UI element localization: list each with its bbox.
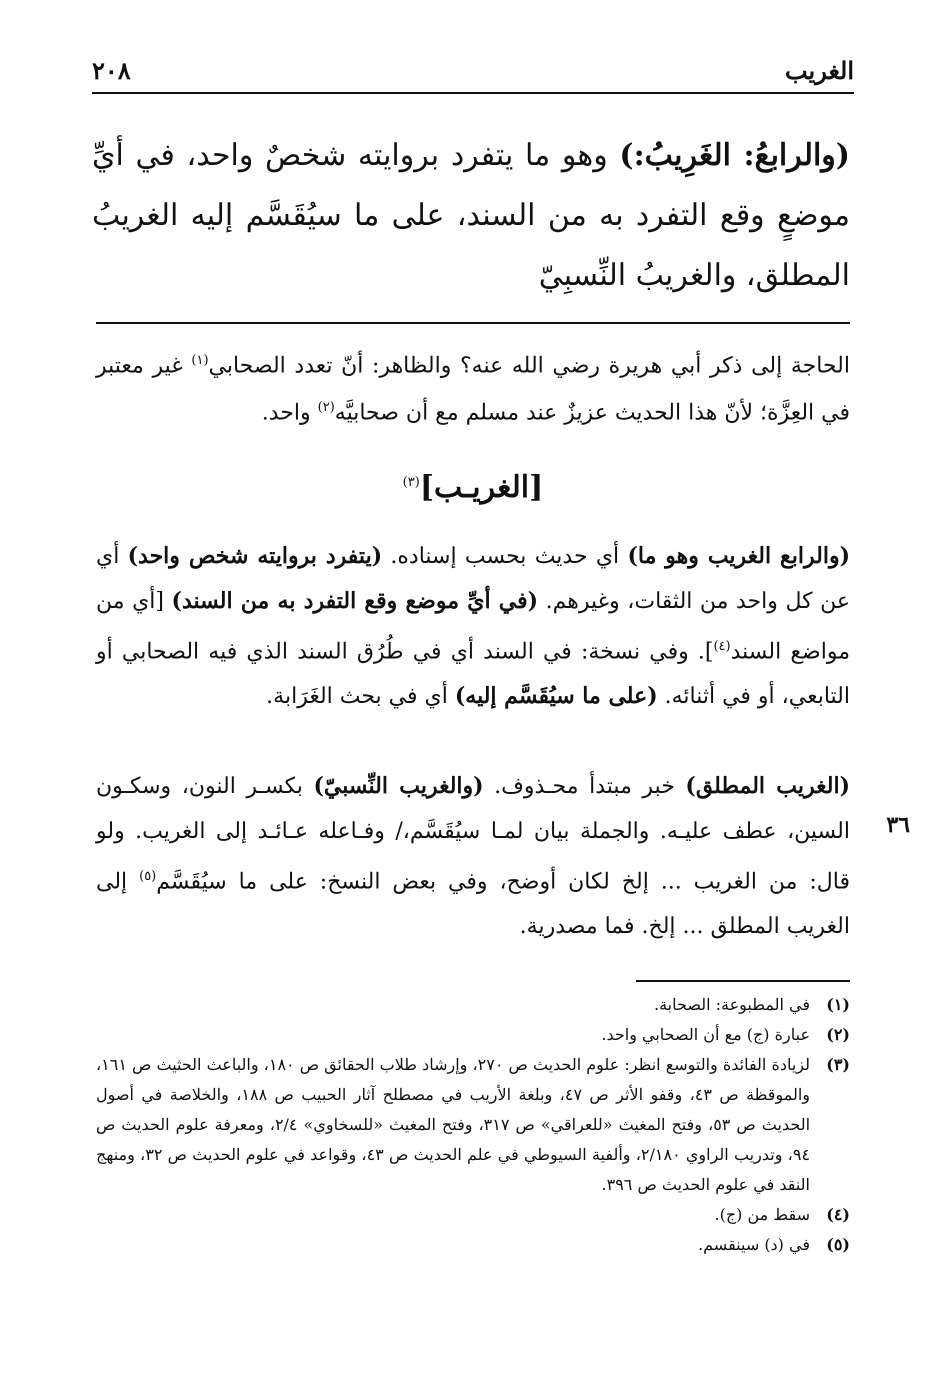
- para2-quote-1: (الغريب المطلق): [685, 773, 850, 799]
- para2-text-1: خبر مبتدأ محـذوف.: [483, 774, 686, 799]
- matn-lead: (والرابعُ: الغَرِيبُ:): [619, 138, 850, 173]
- page-number: ٢٠٨: [92, 55, 131, 85]
- para1-text-2: أي عن كل واحد من الثقات، وغيرهم.: [96, 544, 851, 614]
- footnote-ref-1[interactable]: (١): [191, 353, 209, 368]
- footnote-text: عبارة (ج) مع أن الصحابي واحد.: [601, 1025, 810, 1044]
- footnote-item: [96, 990, 850, 1020]
- para1-text-1: أي حديث بحسب إسناده.: [382, 544, 628, 569]
- commentary-paragraph-1: [96, 534, 850, 719]
- footnote-ref-2[interactable]: (٢): [317, 400, 335, 416]
- footnote-number: (١): [826, 995, 850, 1014]
- footnote-number: (٢): [826, 1025, 850, 1044]
- footnote-ref-3[interactable]: (٣): [402, 475, 420, 490]
- continued-part-2: غير معتبر في العِزَّة؛ لأنّ هذا الحديث عزيزٌ عند مسلم مع أن صحابيَّه: [96, 353, 850, 426]
- para1-text-5: أي في بحث الغَرَابة.: [266, 684, 455, 710]
- footnote-text: في المطبوعة: الصحابة.: [654, 995, 810, 1014]
- para1-text-3: [أي من مواضع السند: [96, 589, 850, 665]
- header-rule: [92, 92, 854, 94]
- running-header: [92, 52, 854, 88]
- section-heading-text: [الغريـب]: [419, 470, 544, 505]
- continued-part-1: الحاجة إلى ذكر أبي هريرة رضي الله عنه؟ والظاهر: أنّ تعدد الصحابي: [208, 353, 850, 379]
- matn-text: [92, 126, 850, 306]
- running-title: الغريب: [784, 55, 854, 85]
- footnote-item: [96, 1230, 850, 1260]
- footnotes-block: [96, 990, 850, 1260]
- para1-text-4: ]. وفي نسخة: في السند أي في طُرُق السند الذي فيه الصحابي أو التابعي، أو في أثنائه.: [96, 639, 850, 710]
- para2-text-3: إلى الغريب المطلق ... إلخ. فما مصدرية.: [96, 869, 850, 940]
- para1-quote-4: (على ما سيُقَسَّم إليه): [454, 683, 658, 710]
- section-heading: [96, 470, 850, 505]
- footnote-item: [96, 1020, 850, 1050]
- matn-body: وهو ما يتفرد بروايته شخصٌ واحد، في أيِّ موضعٍ وقع التفرد به من السند، على ما سيُقَسَّم إليه الغريبُ المطلق، والغريبُ النِّسبِيّ: [92, 138, 850, 293]
- para1-quote-3: (في أيِّ موضع وقع التفرد به من السند): [171, 588, 539, 614]
- matn-separator-rule: [96, 322, 850, 324]
- footnote-text: لزيادة الفائدة والتوسع انظر: علوم الحديث ص ٢٧٠، وإرشاد طلاب الحقائق ص ١٨٠، والباعث الحثيث ص ١٦١، والموقظة ص ٤٣، وقفو الأثر ص ٤٧، وبلغة الأريب في مصطلح آثار الحبيب ص ١٨٨، والخلاصة في أصول الحديث ص ٥٣، وفتح المغيث «للعراقي» ص ٣١٧، وفتح المغيث «للسخاوي» ٢/٤، ومعرفة علوم الحديث ص ٩٤، وتدريب الراوي ٢/١٨٠، وألفية السيوطي في علم الحديث ص ٤٣، وقواعد في علوم الحديث ص ٣٢، ومنهج النقد في علوم الحديث ص ٣٩٦.: [96, 1055, 811, 1194]
- para1-quote-2: (يتفرد بروايته شخص واحد): [127, 543, 383, 569]
- footnote-text: سقط من (ج).: [714, 1205, 810, 1224]
- footnote-ref-5[interactable]: (٥): [139, 869, 157, 884]
- footnote-text: في (د) سينقسم.: [698, 1235, 810, 1254]
- manuscript-folio-marker: ٣٦: [886, 812, 910, 838]
- commentary-paragraph-2: [96, 764, 850, 949]
- footnote-number: (٤): [826, 1205, 850, 1224]
- continued-commentary: [96, 340, 850, 435]
- para2-text-2: بكسـر النون، وسكـون السين، عطف عليـه. والجملة بيان لمـا سيُقَسَّم،/ وفـاعله عـائـد إلى الغريب. ولو قال: من الغريب ... إلخ لكان أوضح، وفي بعض النسخ: على ما سيُقَسَّم: [96, 774, 850, 895]
- para1-quote-1: (والرابع الغريب وهو ما): [627, 543, 850, 569]
- footnote-number: (٣): [826, 1055, 850, 1074]
- continued-part-3: واحد.: [261, 400, 318, 426]
- footnote-item: [96, 1200, 850, 1230]
- footnote-item: [96, 1050, 850, 1200]
- footnote-rule: [636, 980, 850, 982]
- para2-quote-2: (والغريب النِّسبيّ): [313, 773, 484, 799]
- footnote-ref-4[interactable]: (٤): [713, 639, 731, 654]
- footnote-number: (٥): [826, 1235, 850, 1254]
